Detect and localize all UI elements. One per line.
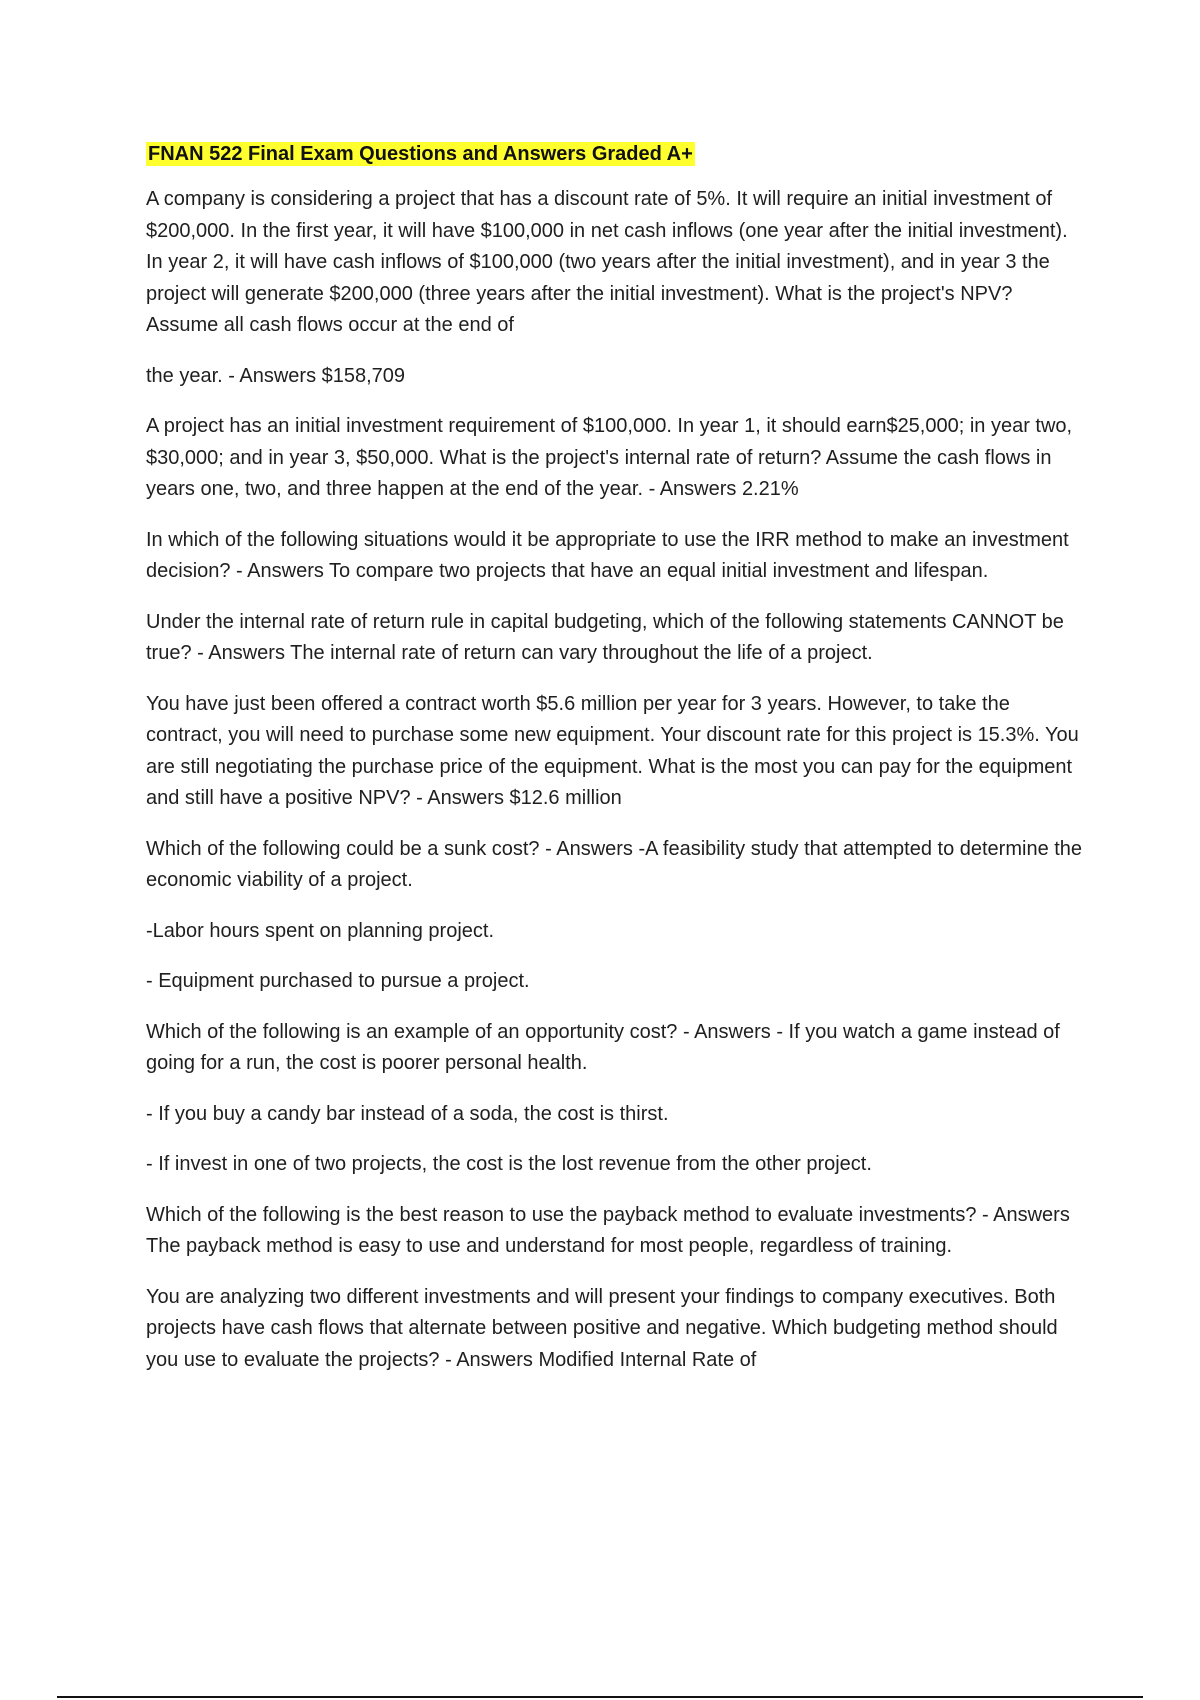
sunk-cost-item-equipment: - Equipment purchased to pursue a project. [146, 970, 530, 992]
question-sunk-cost: Which of the following could be a sunk cost? - Answers -A feasibility study that attempted to determine the economic viability of a project. [146, 837, 1083, 891]
question-payback-method: Which of the following is the best reason to use the payback method to evaluate investments? - Answers The payback method is easy to use and understand for most people, regardless of training. [146, 1203, 1070, 1257]
question-npv: A company is considering a project that has a discount rate of 5%. It will require an initial investment of $200,000. In the first year, it will have $100,000 in net cash inflows (one year after the initial investment). In year 2, it will have cash inflows of $100,000 (two years after the initial investment), and in year 3 the project will generate $200,000 (three years after the initial investment). What is the project's NPV? Assume all cash flows occur at the end of [146, 188, 1068, 336]
question-irr-rule: Under the internal rate of return rule in capital budgeting, which of the following statements CANNOT be true? - Answers The internal rate of return can vary throughout the life of a project. [146, 610, 1064, 664]
question-opportunity-cost: Which of the following is an example of an opportunity cost? - Answers - If you watch a game instead of going for a run, the cost is poorer personal health. [146, 1020, 1060, 1074]
question-contract-equipment: You have just been offered a contract worth $5.6 million per year for 3 years. However, to take the contract, you will need to purchase some new equipment. Your discount rate for this project is 15.3%. You are still negotiating the purchase price of the equipment. What is the most you can pay for the equipment and still have a positive NPV? - Answers $12.6 million [146, 692, 1079, 809]
page-bottom-divider [57, 1696, 1143, 1698]
answer-npv-continued: the year. - Answers $158,709 [146, 364, 406, 387]
document-title: FNAN 522 Final Exam Questions and Answers Graded A+ [148, 143, 693, 165]
question-budgeting-method: You are analyzing two different investments and will present your findings to company executives. Both projects have cash flows that alternate between positive and negative. Which budgeting method should you use to evaluate the projects? - Answers Modified Internal Rate of [146, 1285, 1058, 1371]
opportunity-cost-item-candy: - If you buy a candy bar instead of a soda, the cost is thirst. [146, 1102, 669, 1125]
opportunity-cost-item-projects: - If invest in one of two projects, the cost is the lost revenue from the other project. [146, 1153, 872, 1175]
question-irr: A project has an initial investment requirement of $100,000. In year 1, it should earn$25,000; in year two, $30,000; and in year 3, $50,000. What is the project's internal rate of return? Assume the cash flows in years one, two, and three happen at the end of the year. - Answers 2.21% [146, 415, 1073, 500]
document-page [146, 142, 1086, 1395]
question-irr-situation: In which of the following situations would it be appropriate to use the IRR method to make an investment decision? - Answers To compare two projects that have an equal initial investment and lifespan. [146, 528, 1069, 582]
sunk-cost-item-labor: -Labor hours spent on planning project. [146, 919, 495, 942]
